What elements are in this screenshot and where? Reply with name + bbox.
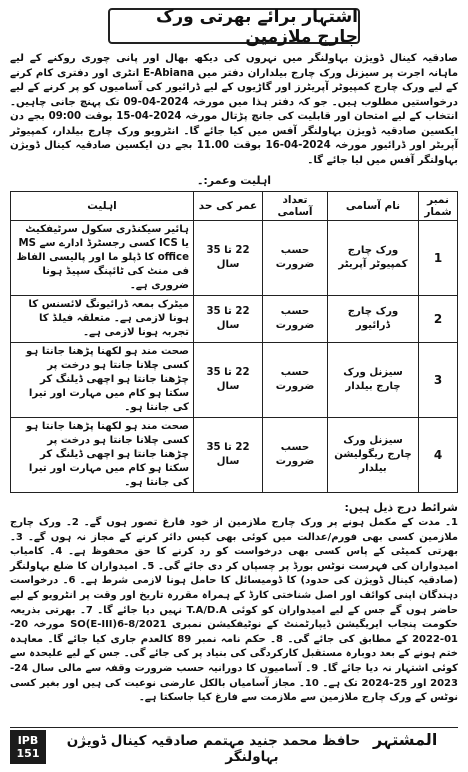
header-post-count: تعداد آسامی <box>263 192 328 221</box>
row-post-count: حسب ضرورت <box>263 296 328 343</box>
advertisement-footer <box>10 727 458 766</box>
table-row <box>11 343 458 418</box>
row-qualification: صحت مند ہو لکھنا پڑھنا جانتا ہو کسی چلانا جانتا ہو درخت پر چڑھنا جانتا ہو اچھی ڈیلنگ کر سکتا ہو کام میں مہارت اور تیرا کی جانتا ہو۔ <box>11 343 194 418</box>
header-serial-no: نمبر شمار <box>419 192 458 221</box>
intro-paragraph: صادقیہ کینال ڈویژن بہاولنگر میں نہروں کی دیکھ بھال اور پانی چوری روکنے کے لیے ماہانہ اجرت پر سیزنل ورک چارج بیلداران دفتر میں E-Abiana انٹری اور دفتری کام کرنے کے لیے ورک چارج کمپیوٹر آپریٹرز اور گاڑیوں کے لیے ڈرائیور کی آسامیوں کو پر کرنے کے لیے درخواستیں مطلوب ہیں۔ جو کہ دفتر ہذا میں مورخہ 2024-04-09 تک پہنچ جانی چاہیں۔ انتخاب کے لیے امتحان اور قابلیت کی جانچ پڑتال مورخہ 2024-04-15 بوقت 09:00 بجے دن ایکسین صادقیہ ڈویژن بہاولنگر آفس میں کیا جائے گا۔ انٹرویو ورک چارج بیلدار، کمپیوٹر آپریٹر اور ڈرائیور مورخہ 2024-04-16 بوقت 11.00 بجے دن ایکسین صادقیہ کینال ڈویژن بہاولنگر آفس میں لیا جائے گا۔ <box>10 53 459 166</box>
row-post-name: ورک چارج ڈرائیور <box>328 296 419 343</box>
header-qualification: اہلیت <box>11 192 194 221</box>
row-post-name: سیزنل ورک چارج ریگولیشن بیلدار <box>328 418 419 493</box>
row-post-count: حسب ضرورت <box>263 221 328 296</box>
row-serial-no: 2 <box>419 296 458 343</box>
ipb-label: IPB <box>17 734 39 747</box>
advertiser-name: حافظ محمد جنید مہتمم صادقیہ کینال ڈویژن بہاولنگر <box>66 732 361 765</box>
row-post-name: ورک چارج کمپیوٹر آپریٹر <box>328 221 419 296</box>
ipb-number: 151 <box>16 747 40 760</box>
eligibility-subheading: اہلیت وعمر:۔ <box>196 174 272 187</box>
row-post-name: سیزنل ورک چارج بیلدار <box>328 343 419 418</box>
table-row <box>11 221 458 296</box>
row-qualification: میٹرک بمعہ ڈرائیونگ لائسنس کا ہونا لازمی ہے۔ متعلقہ فیلڈ کا تجربہ ہونا لازمی ہے۔ <box>11 296 194 343</box>
advertiser-signature <box>46 730 458 765</box>
row-qualification: ہائیر سیکنڈری سکول سرٹیفکیٹ یا ICS کسی رجسٹرڈ ادارے سے MS office کا ڈپلو ما اور پالیسی الفاظ فی منٹ کی ٹائپنگ سپیڈ ہونا ضروری ہے۔ <box>11 221 194 296</box>
row-qualification: صحت مند ہو لکھنا پڑھنا جانتا ہو کسی چلانا جانتا ہو درخت پر چڑھنا جانتا ہو اچھی ڈیلنگ کر سکتا ہو کام میں مہارت اور تیرا کی جانتا ہو۔ <box>11 418 194 493</box>
row-age-limit: 22 تا 35 سال <box>194 343 263 418</box>
table-header-row <box>11 192 458 221</box>
row-serial-no: 4 <box>419 418 458 493</box>
row-serial-no: 1 <box>419 221 458 296</box>
row-age-limit: 22 تا 35 سال <box>194 221 263 296</box>
row-post-count: حسب ضرورت <box>263 418 328 493</box>
table-row <box>11 418 458 493</box>
table-row <box>11 296 458 343</box>
conditions-paragraph: 1۔ مدت کے مکمل ہونے پر ورک چارج ملازمین از خود فارغ تصور ہوں گے۔ 2۔ ورک چارج ملازمین کسی بھی فورم/عدالت میں کوئی بھی کیس دائر کرنے کے مجاز نہ ہوں گے۔ 3۔ بھرتی کمیٹی کے پاس کسی بھی درخواست کو رد کرنے کا حق محفوظ ہے۔ 4۔ کامیاب امیدواران کی فہرست نوٹس بورڈ پر چسپاں کر دی جائے گی۔ 5۔ امیدواران کا ضلع بہاولنگر (صادقیہ کینال ڈویژن کی حدود) کا ڈومیسائل کا حامل ہونا لازمی شرط ہے۔ 6۔ درخواست دہندگان اپنی کوائف اور اصل شناختی کارڈ کے ہمراہ مقررہ تاریخ اور وقت پر انٹرویو کے لیے حاضر ہوں گے جس کے لیے امیدواران کو کوئی T.A/D.A نہیں دیا جائے گا۔ 7۔ بھرتی بذریعہ حکومت پنجاب ایریگیشن ڈیپارٹمنٹ کے نوٹیفکیشن نمبری SO(E-III)6-8/2021 مورخہ 20-01-2022 کے مطابق کی جائے گی۔ 8۔ حکم نامہ نمبر 89 کالعدم جاری کیا جائے گا۔ معاہدہ ختم ہونے کے بعد دوبارہ مستقبل کارکردگی کی بنیاد پر کی جائے گی۔ جس کے لیے علیحدہ سے کوئی اشتہار نہ دیا جائے گا۔ 9۔ آسامیوں کا دورانیہ حسب ضرورت وقفہ سے مالی سال 24-2023 اور 25-2024 تک ہے۔ 10۔ مجاز آسامیاں بالکل عارضی نوعیت کی ہیں اور بغیر کسی نوٹس کے ورک چارج ملازمین سے ملازمت سے فارغ کیا جاسکتا ہے۔ <box>10 517 458 704</box>
row-serial-no: 3 <box>419 343 458 418</box>
header-age-limit: عمر کی حد <box>194 192 263 221</box>
ipb-badge <box>10 730 46 764</box>
row-age-limit: 22 تا 35 سال <box>194 296 263 343</box>
page-title: اشتہار برائے بھرتی ورک چارج ملازمین <box>108 8 360 44</box>
header-post-name: نام آسامی <box>328 192 419 221</box>
row-post-count: حسب ضرورت <box>263 343 328 418</box>
row-age-limit: 22 تا 35 سال <box>194 418 263 493</box>
vacancies-table <box>10 191 458 493</box>
conditions-heading: شرائط درج ذیل ہیں: <box>344 501 458 514</box>
advertiser-label: المشتہر <box>372 729 438 749</box>
